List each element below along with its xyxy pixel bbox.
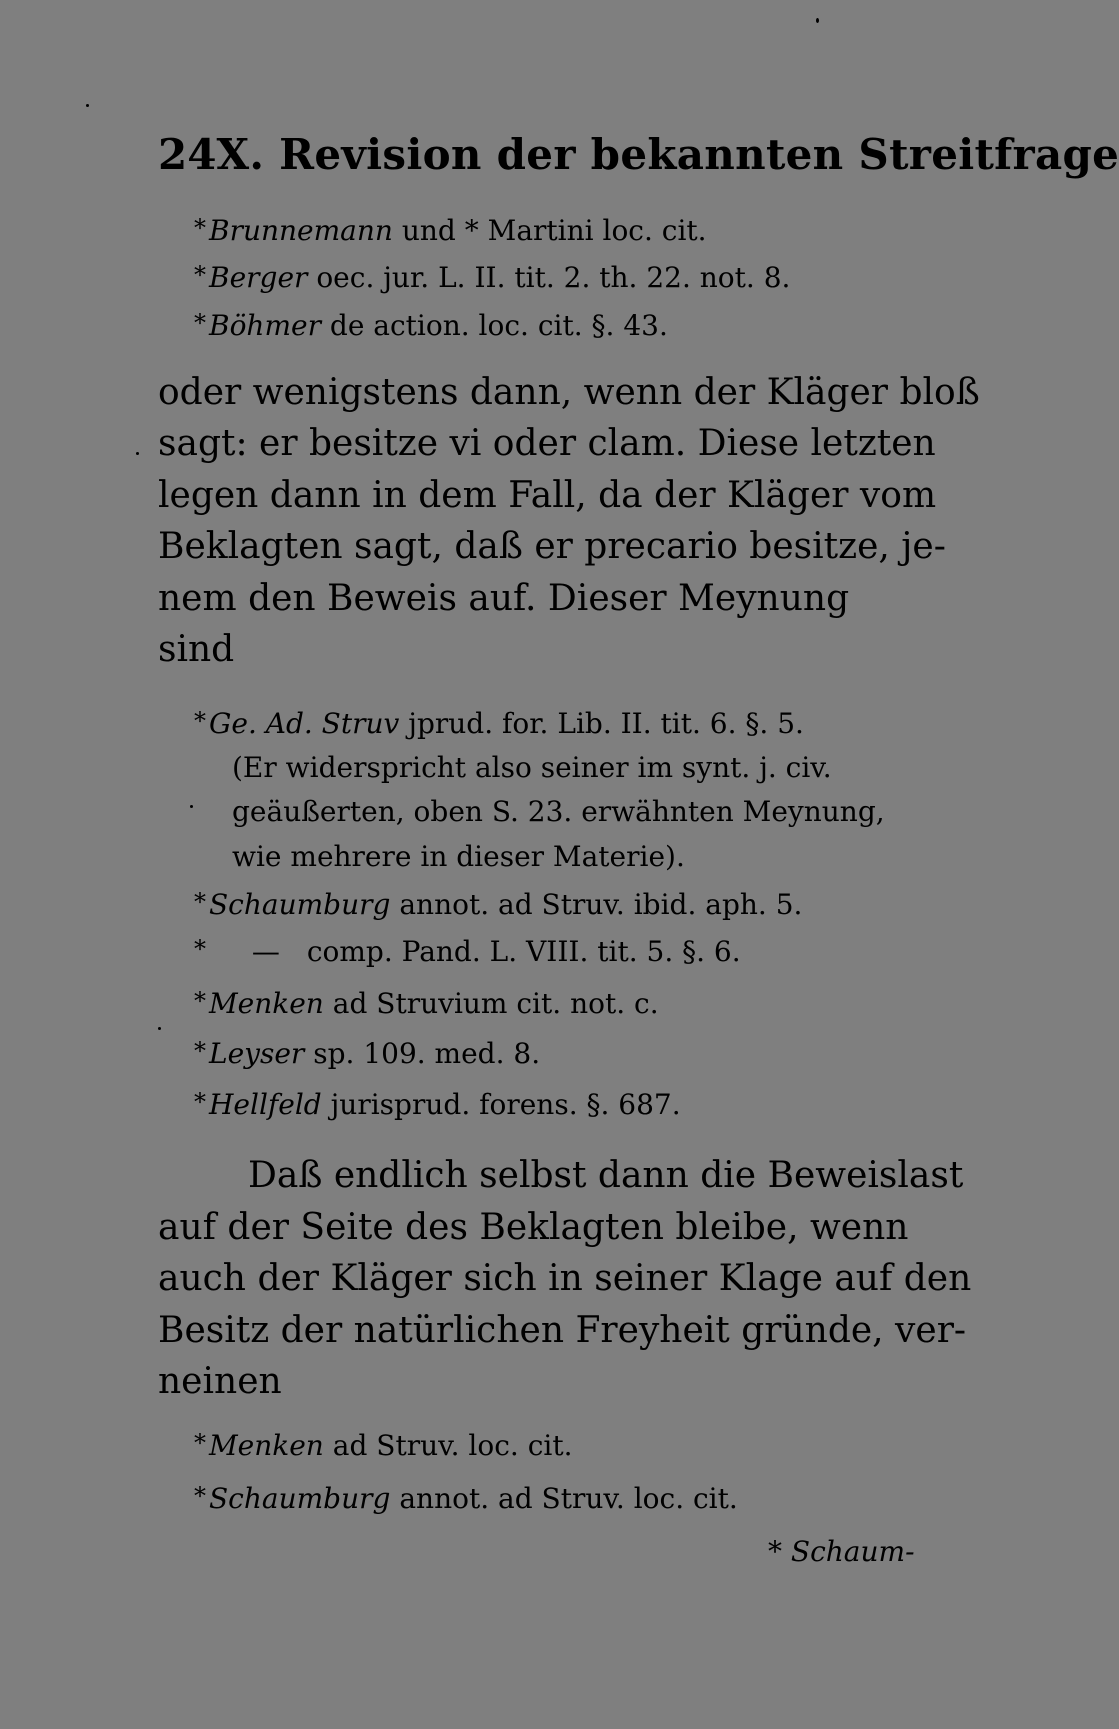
paragraph-line [158,475,937,516]
reference-note-line [232,795,885,828]
asterisk: * [194,888,206,916]
asterisk: * [194,987,206,1015]
scan-speck [816,18,819,23]
paragraph-line [158,372,980,413]
scan-speck [190,805,193,808]
line-text: auch der Kläger sich in seiner Klage auf den [158,1258,972,1299]
reference-line [194,937,741,966]
paragraph-line [158,1361,282,1402]
reference-line [194,263,790,292]
asterisk: * [194,707,206,735]
reference-author: Böhmer [209,309,321,342]
line-text: Beklagten sagt, daß er precario besitze, je- [158,526,946,567]
reference-note-line [232,751,832,784]
ditto-dash: — [251,935,280,968]
line-text: geäußerten, oben S. 23. erwähnten Meynung, [232,795,885,828]
running-header [158,130,1119,179]
reference-note-line [232,840,685,873]
line-text: (Er widerspricht also seiner im synt. j. civ. [232,751,832,784]
reference-line [194,1039,540,1068]
line-text: neinen [158,1361,282,1402]
paragraph-line [158,526,946,567]
asterisk: * [194,1482,206,1510]
paragraph-line [158,578,922,619]
reference-text: und * Martini loc. cit. [401,214,707,247]
reference-author: Leyser [209,1037,305,1070]
paragraph-line [248,1155,964,1196]
reference-line [194,216,707,245]
reference-text: annot. ad Struv. ibid. aph. 5. [399,888,803,921]
line-text: sagt: er besitze vi oder clam. Diese letzten [158,423,936,464]
reference-author: Berger [209,261,308,294]
reference-text: sp. 109. med. 8. [313,1037,541,1070]
reference-line [194,311,668,340]
reference-author: Menken [209,1429,324,1462]
line-text: Besitz der natürlichen Freyheit gründe, ver- [158,1310,967,1351]
line-text: legen dann in dem Fall, da der Kläger vom [158,475,937,516]
reference-text: ad Struv. loc. cit. [332,1429,573,1462]
asterisk: * [194,935,206,963]
reference-line [194,709,804,738]
line-text: wie mehrere in dieser Materie). [232,840,685,873]
scan-speck [158,1027,161,1030]
reference-line [194,1484,738,1513]
reference-text: jurisprud. forens. §. 687. [330,1088,681,1121]
reference-line [194,890,802,919]
reference-text: jprud. for. Lib. II. tit. 6. §. 5. [408,707,804,740]
page-number: 24 [158,130,217,179]
asterisk: * [194,1037,206,1065]
scan-speck [136,452,139,455]
paragraph-line [158,1258,972,1299]
reference-line [194,1431,573,1460]
reference-author: Schaumburg [209,1482,391,1515]
asterisk: * [194,1429,206,1457]
reference-author: Menken [209,987,324,1020]
paragraph-line [158,423,936,464]
catchword: * Schaum- [768,1535,915,1568]
paragraph-line [158,1207,922,1248]
header-title: X. Revision der bekannten Streitfrage [216,130,1119,179]
reference-author: Ge. Ad. Struv [209,707,400,740]
asterisk: * [194,214,206,242]
paragraph-line [158,629,235,670]
reference-text: annot. ad Struv. loc. cit. [399,1482,738,1515]
asterisk: * [194,309,206,337]
scan-speck [86,104,89,107]
paragraph-line [158,1310,967,1351]
reference-author: Hellfeld [209,1088,322,1121]
line-text: auf der Seite des Beklagten bleibe, wenn [158,1207,909,1248]
asterisk: * [194,1088,206,1116]
line-text: nem den Beweis auf. Dieser Meynung [158,578,850,619]
reference-text: ad Struvium cit. not. c. [332,987,659,1020]
asterisk: * [194,261,206,289]
reference-line [194,1090,681,1119]
reference-author: Schaumburg [209,888,391,921]
line-text: sind [158,629,235,670]
reference-line [194,989,659,1018]
line-text: Daß endlich selbst dann die Beweislast [248,1155,964,1196]
reference-text: de action. loc. cit. §. 43. [329,309,668,342]
reference-author: Brunnemann [209,214,393,247]
reference-text: oec. jur. L. II. tit. 2. th. 22. not. 8. [316,261,791,294]
line-text: oder wenigstens dann, wenn der Kläger bloß [158,372,980,413]
reference-text: comp. Pand. L. VIII. tit. 5. §. 6. [306,935,741,968]
